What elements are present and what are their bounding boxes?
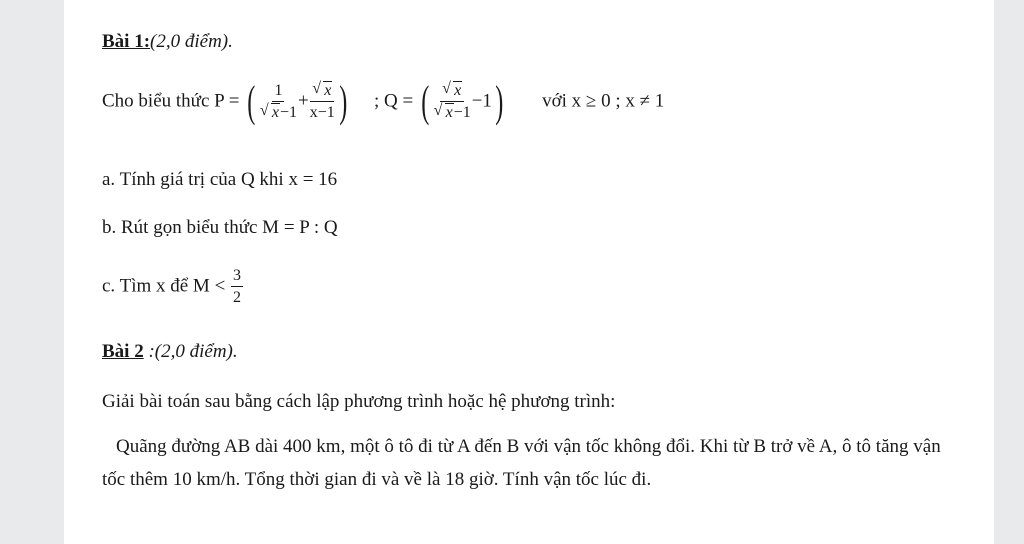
fraction-2-numerator: √ x <box>310 83 334 102</box>
part-a: a. Tính giá trị của Q khi x = 16 <box>102 169 338 190</box>
fraction-3-numerator: √ x <box>440 83 464 102</box>
fraction-1-numerator: 1 <box>272 83 284 102</box>
exercise-2-problem: Quãng đường AB dài 400 km, một ô tô đi từ A đến B với vận tốc không đổi. Khi từ B trở về A, ô tô tăng vận tốc thêm 10 km/h. Tổng thời gian đi và về là 18 giờ. Tính vận tốc lúc đi. <box>102 436 941 490</box>
part-b: b. Rút gọn biểu thức M = P : Q <box>102 217 338 238</box>
fraction-3-denominator: √ x−1 <box>434 102 471 121</box>
exercise-1-points: (2,0 điểm). <box>150 31 233 52</box>
document-page <box>64 0 994 544</box>
paren-open-q: ( <box>421 77 430 126</box>
exercise-2-points: :(2,0 điểm). <box>143 341 238 362</box>
fraction-2 <box>310 83 335 121</box>
exercise-1-label: Bài 1: <box>102 31 151 52</box>
exercise-2-label: Bài 2 <box>102 341 144 362</box>
q-lhs: ; Q = <box>373 90 414 112</box>
exercise-2-instruction: Giải bài toán sau bằng cách lập phương trình hoặc hệ phương trình: <box>102 391 616 412</box>
fraction-2-denominator: x−1 <box>309 104 335 121</box>
paren-close-q: ) <box>495 77 504 126</box>
fraction-1-denominator: √ x−1 <box>260 102 297 121</box>
part-c-text: c. Tìm x để M < <box>102 275 226 297</box>
condition-text: với x ≥ 0 ; x ≠ 1 <box>542 90 665 112</box>
fraction-3 <box>434 83 471 121</box>
plus-sign: + <box>298 90 309 112</box>
exercise-1-heading <box>102 32 233 51</box>
minus-one: −1 <box>471 90 492 112</box>
part-c-denominator: 2 <box>233 289 242 306</box>
paren-open: ( <box>247 77 256 126</box>
expression-line <box>102 77 665 126</box>
exercise-2-heading <box>102 342 238 361</box>
part-c <box>102 268 244 306</box>
paren-close: ) <box>339 77 348 126</box>
part-c-fraction <box>231 268 243 306</box>
part-c-numerator: 3 <box>231 268 243 287</box>
fraction-1 <box>260 83 297 121</box>
p-lhs: P = <box>214 90 240 112</box>
intro-text: Cho biểu thức <box>102 90 210 112</box>
